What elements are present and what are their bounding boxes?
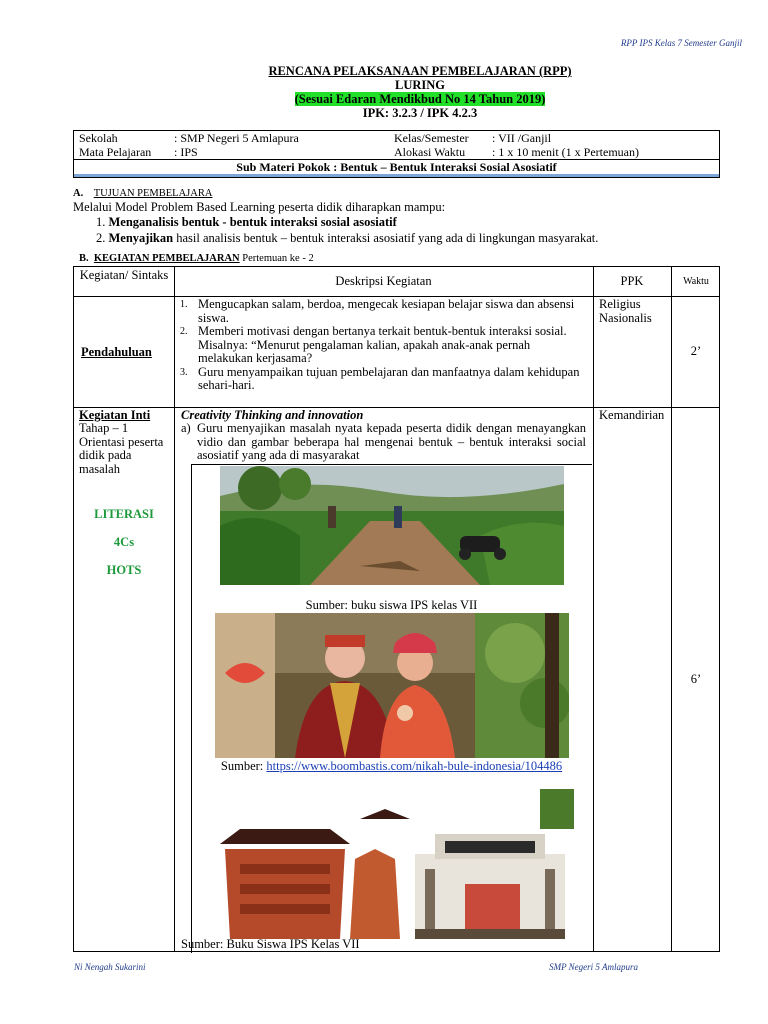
pendahuluan-item-1: 1. Mengucapkan salam, berdoa, mengecak kesiapan belajar siswa dan absensi siswa. — [180, 297, 575, 325]
section-b-meeting: Pertemuan ke - 2 — [239, 253, 314, 264]
footer-author: Ni Nengah Sukarini — [74, 962, 146, 972]
header-kegiatan: Kegiatan/ Sintaks — [79, 268, 169, 282]
title-ipk: IPK: 3.2.3 / IPK 4.2.3 — [362, 106, 478, 120]
alokasi-value: : 1 x 10 menit (1 x Pertemuan) — [492, 145, 639, 159]
section-b-title: KEGIATAN PEMBELAJARAN — [93, 253, 240, 264]
tag-literasi: LITERASI — [94, 507, 154, 521]
caption-2: Sumber: https://www.boombastis.com/nikah-bule-indonesia/104486 — [220, 759, 563, 773]
pendahuluan-list — [176, 298, 586, 393]
sekolah-label: Sekolah — [79, 131, 118, 145]
photo-village-road — [220, 466, 564, 585]
source-link[interactable]: https://www.boombastis.com/nikah-bule-indonesia/104486 — [266, 759, 563, 773]
activity-table — [73, 266, 720, 952]
title-luring: LURING — [394, 78, 445, 92]
header-doc-label: RPP IPS Kelas 7 Semester Ganjil — [620, 38, 742, 48]
tag-hots: HOTS — [106, 563, 142, 577]
pendahuluan-item-2b: Misalnya: “Menurut pengalaman kalian, apakah anak-anak pernah melakukan kerjasama? — [198, 337, 531, 365]
sub-materi: Sub Materi Pokok : Bentuk – Bentuk Interaksi Sosial Asosiatif — [74, 159, 719, 177]
header-deskripsi: Deskripsi Kegiatan — [335, 274, 432, 288]
title-block — [0, 64, 768, 120]
inti-item-a: a) Guru menyajikan masalah nyata kepada peserta didik dengan menayangkan vidio dan gambar beberapa hal mengenai bentuk – bentuk interaksi social asosiatif yang ada di masyarakat — [181, 421, 586, 462]
goal-item-2: 2. Menyajikan hasil analisis bentuk – bentuk interaksi asosiatif yang ada di lingkungan masyarakat. — [96, 231, 599, 245]
mapel-value: : IPS — [174, 145, 198, 159]
kelas-label: Kelas/Semester — [394, 131, 469, 145]
title-rpp: RENCANA PELAKSANAAN PEMBELAJARAN (RPP) — [268, 64, 572, 78]
section-a-label: A. — [73, 188, 84, 199]
section-a-intro: Melalui Model Problem Based Learning peserta didik diharapkan mampu: — [73, 200, 446, 214]
mapel-label: Mata Pelajaran — [79, 145, 152, 159]
section-a-list — [96, 214, 598, 246]
kelas-value: : VII /Ganjil — [492, 131, 552, 145]
inti-label: Kegiatan Inti — [79, 408, 151, 422]
goal-item-1: 1. Menganalisis bentuk - bentuk interaksi sosial asosiatif — [96, 215, 397, 229]
inti-waktu: 6’ — [690, 672, 702, 686]
header-ppk: PPK — [620, 274, 644, 288]
photo-temple — [210, 789, 574, 939]
photo-wedding — [215, 613, 569, 758]
caption-3: Sumber: Buku Siswa IPS Kelas VII — [181, 937, 360, 951]
inti-ppk: Kemandirian — [599, 408, 665, 422]
inti-tahap: Tahap – 1 Orientasi peserta didik pada masalah — [79, 421, 164, 476]
footer-school: SMP Negeri 5 Amlapura — [549, 962, 638, 972]
tag-4cs: 4Cs — [113, 535, 135, 549]
info-box — [73, 130, 720, 178]
caption-1: Sumber: buku siswa IPS kelas VII — [305, 598, 478, 612]
sekolah-value: : SMP Negeri 5 Amlapura — [174, 131, 299, 145]
pendahuluan-item-2: 2. Memberi motivasi dengan bertanya terkait bentuk-bentuk interaksi sosial. — [180, 324, 567, 338]
pendahuluan-ppk: Religius Nasionalis — [599, 297, 652, 325]
title-edaran: (Sesuai Edaran Mendikbud No 14 Tahun 2019) — [294, 92, 546, 106]
section-a-heading — [73, 188, 212, 199]
inti-subtitle: Creativity Thinking and innovation — [181, 408, 364, 422]
pendahuluan-waktu: 2’ — [690, 344, 702, 358]
header-waktu: Waktu — [683, 276, 709, 287]
section-b-heading: B. KEGIATAN PEMBELAJARAN Pertemuan ke - 2 — [79, 253, 314, 264]
pendahuluan-label: Pendahuluan — [81, 345, 152, 359]
alokasi-label: Alokasi Waktu — [394, 145, 466, 159]
pendahuluan-item-3: 3. Guru menyampaikan tujuan pembelajaran dan manfaatnya dalam kehidupan sehari-hari. — [180, 364, 580, 392]
section-a-title: TUJUAN PEMBELAJARA — [93, 188, 213, 199]
